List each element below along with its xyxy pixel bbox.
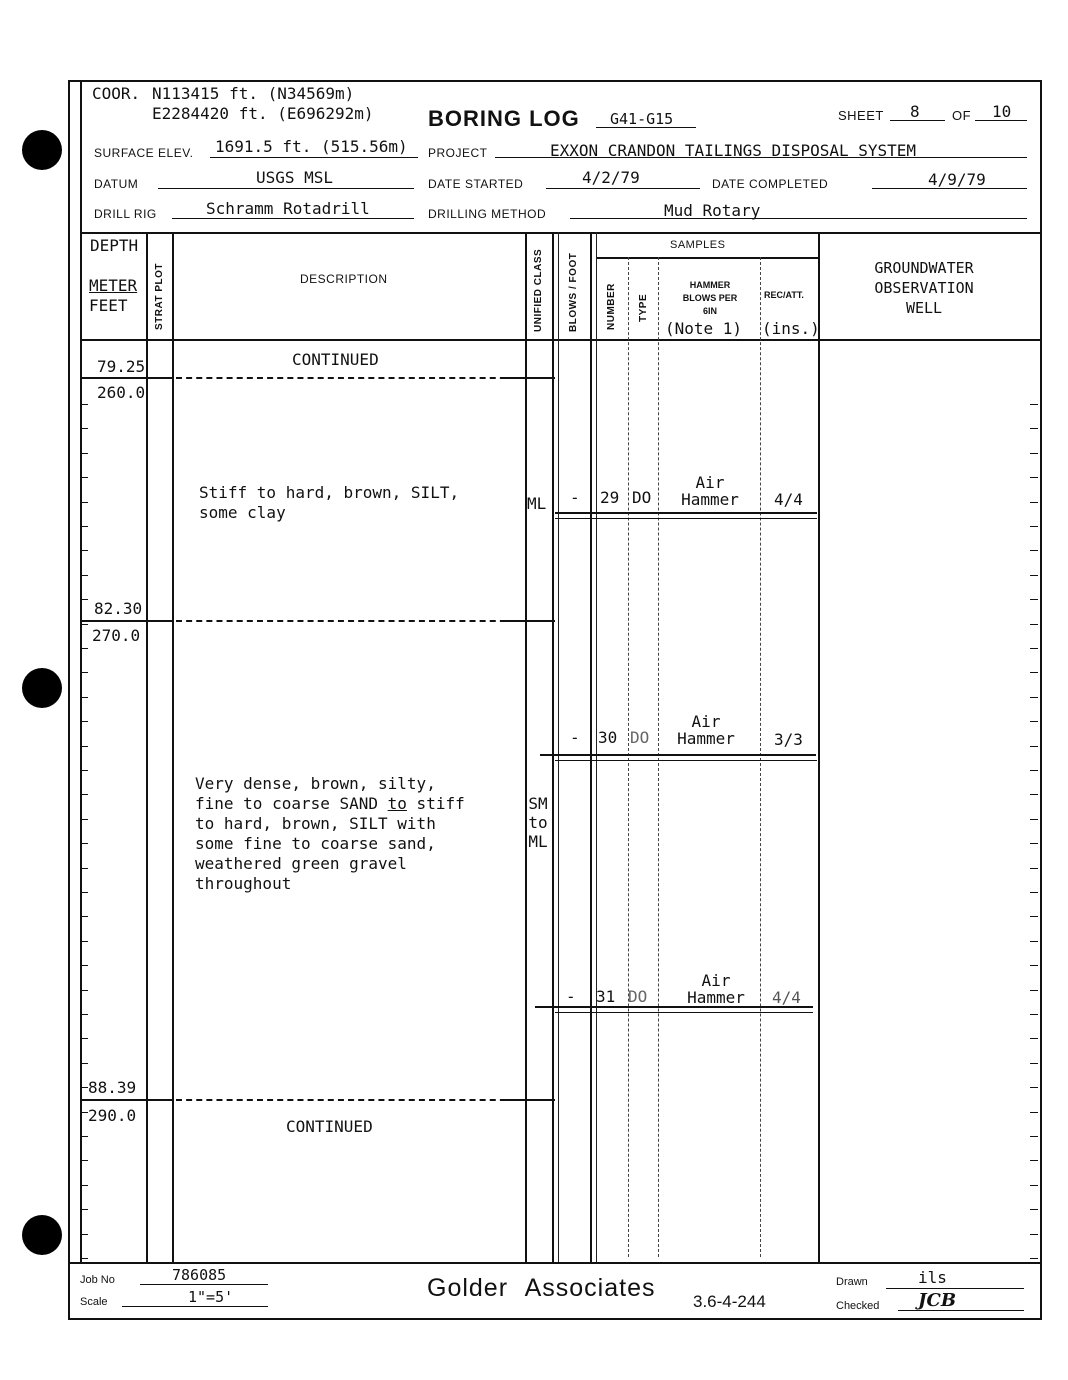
right-scale-tick <box>1030 575 1038 576</box>
right-scale-tick <box>1030 550 1038 551</box>
col-depth: DEPTH <box>90 236 139 255</box>
right-scale-tick <box>1030 1014 1038 1015</box>
boundary-2-class <box>500 620 555 622</box>
scale-label: Scale <box>80 1296 108 1308</box>
right-scale-tick <box>1030 453 1038 454</box>
col-groundwater: GROUNDWATER OBSERVATION WELL <box>874 259 974 317</box>
col-note: (Note 1) <box>665 319 743 338</box>
type-divider <box>658 257 659 1257</box>
sample-2-blows: - <box>570 728 580 747</box>
depth-tick <box>80 1112 88 1113</box>
sample-2-arrow-line <box>540 754 816 756</box>
layer1-class: ML <box>527 494 547 513</box>
continued-bottom: CONTINUED <box>286 1117 373 1136</box>
sample-1-hammer: Air Hammer <box>681 473 739 509</box>
right-scale-tick <box>1030 746 1038 747</box>
sample-2-type: DO <box>630 728 650 747</box>
depth-tick <box>80 502 88 503</box>
sample-1-arrow-line-2 <box>555 518 817 519</box>
depth-tick <box>80 770 88 771</box>
col-blows-foot: BLOWS / FOOT <box>568 252 579 332</box>
binder-hole-middle <box>22 668 62 708</box>
col-ins: (ins.) <box>762 319 820 338</box>
samples-subheader-line <box>596 257 818 259</box>
datum: USGS MSL <box>256 168 334 187</box>
samples-right-divider <box>818 232 820 1262</box>
class-divider <box>552 232 554 1262</box>
checked-underline <box>898 1310 1024 1311</box>
sheet-number-underline <box>890 120 945 121</box>
table-top-border <box>80 232 1042 234</box>
right-scale-tick <box>1030 770 1038 771</box>
date-started-label: DATE STARTED <box>428 177 524 191</box>
depth-tick <box>80 965 88 966</box>
depth-tick <box>80 843 88 844</box>
right-scale-tick <box>1030 526 1038 527</box>
sample-3-number: 31 <box>596 987 616 1006</box>
col-samples: SAMPLES <box>670 239 726 251</box>
right-scale-tick <box>1030 941 1038 942</box>
sample-1-blows: - <box>570 488 580 507</box>
depth-tick <box>80 1087 88 1088</box>
right-scale-tick <box>1030 599 1038 600</box>
right-scale-tick <box>1030 1234 1038 1235</box>
scale: 1"=5' <box>188 1288 234 1306</box>
boundary-3-dashed <box>176 1099 516 1101</box>
depth-tick <box>80 550 88 551</box>
depth-tick <box>80 404 88 405</box>
sample-1-arrow-line <box>555 512 817 514</box>
layer2-desc-part-b: stiff to hard, brown, SILT with some fine to coarse sand, weathered green gravel throughout <box>195 794 465 893</box>
depth-tick <box>80 624 88 625</box>
depth-meter-2: 82.30 <box>94 599 143 618</box>
depth-tick <box>80 892 88 893</box>
table-bottom-border <box>68 1262 1042 1264</box>
left-border <box>80 80 82 1262</box>
right-scale-tick <box>1030 1063 1038 1064</box>
col-type: TYPE <box>638 293 649 322</box>
date-completed-label: DATE COMPLETED <box>712 177 829 191</box>
col-description: DESCRIPTION <box>300 272 388 286</box>
col-number: NUMBER <box>606 283 617 330</box>
boundary-1-class <box>500 377 555 379</box>
project-underline <box>495 157 1027 158</box>
datum-label: DATUM <box>94 177 139 191</box>
col-unified-class: UNIFIED CLASS <box>533 248 544 332</box>
project-label: PROJECT <box>428 146 488 160</box>
sample-3-rec: 4/4 <box>772 988 801 1007</box>
boundary-3-class <box>500 1099 555 1101</box>
date-started: 4/2/79 <box>582 168 640 187</box>
right-scale-tick <box>1030 697 1038 698</box>
right-scale-tick <box>1030 502 1038 503</box>
sheet-total: 10 <box>992 102 1012 121</box>
boring-id-underline <box>596 127 696 128</box>
right-scale-tick <box>1030 624 1038 625</box>
depth-tick <box>80 599 88 600</box>
depth-tick <box>80 575 88 576</box>
depth-tick <box>80 868 88 869</box>
right-scale-tick <box>1030 819 1038 820</box>
right-scale-tick <box>1030 1209 1038 1210</box>
sheet-number: 8 <box>910 102 920 121</box>
depth-tick <box>80 453 88 454</box>
depth-tick <box>80 1063 88 1064</box>
sample-3-arrow-line <box>535 1006 813 1008</box>
sample-3-type: DO <box>628 987 648 1006</box>
right-scale-tick <box>1030 672 1038 673</box>
right-scale-tick <box>1030 1087 1038 1088</box>
depth-tick <box>80 1209 88 1210</box>
right-scale-tick <box>1030 648 1038 649</box>
right-scale-tick <box>1030 868 1038 869</box>
checked-signature: JCB <box>918 1290 957 1311</box>
layer1-description: Stiff to hard, brown, SILT, some clay <box>199 483 460 522</box>
depth-tick <box>80 526 88 527</box>
drill-rig-label: DRILL RIG <box>94 207 157 221</box>
sheet-total-underline <box>975 120 1027 121</box>
desc-divider <box>525 232 527 1262</box>
right-scale-tick <box>1030 1185 1038 1186</box>
depth-tick <box>80 697 88 698</box>
depth-tick <box>80 746 88 747</box>
number-divider <box>628 257 629 1257</box>
depth-tick <box>80 648 88 649</box>
drawn-underline <box>886 1288 1024 1289</box>
layer2-description <box>195 774 515 894</box>
surface-elev-underline <box>210 157 418 158</box>
layer2-desc-to: to <box>387 794 407 813</box>
drawn: ils <box>918 1268 947 1287</box>
hammer-divider <box>760 257 761 1257</box>
layer2-class: SM to ML <box>528 794 548 851</box>
boundary-1-dashed <box>176 377 516 379</box>
boundary-1-meter <box>80 377 172 379</box>
coor-north: N113415 ft. (N34569m) <box>152 84 355 103</box>
sample-1-rec: 4/4 <box>774 490 803 509</box>
depth-meter-1: 79.25 <box>97 357 146 376</box>
of-label: OF <box>952 108 972 123</box>
boundary-2-meter <box>80 620 172 622</box>
page-title: BORING LOG <box>428 106 580 131</box>
drawn-label: Drawn <box>836 1276 868 1288</box>
depth-feet-1: 260.0 <box>97 383 146 402</box>
right-scale-tick <box>1030 1160 1038 1161</box>
depth-meter-3: 88.39 <box>88 1078 137 1097</box>
scale-underline <box>122 1306 268 1307</box>
binder-hole-top <box>22 130 62 170</box>
depth-tick <box>80 428 88 429</box>
depth-tick <box>80 990 88 991</box>
samples-left-divider <box>596 232 597 1262</box>
right-scale-tick <box>1030 721 1038 722</box>
sample-1-number: 29 <box>600 488 620 507</box>
continued-top: CONTINUED <box>292 350 379 369</box>
layer2-desc-part-a: Very dense, brown, silty, fine to coarse SAND <box>195 774 436 813</box>
sample-3-hammer: Air Hammer <box>687 971 745 1007</box>
right-scale-tick <box>1030 794 1038 795</box>
coor-label: COOR. <box>92 84 141 103</box>
strat-divider <box>172 232 174 1262</box>
depth-tick <box>80 477 88 478</box>
surface-elev: 1691.5 ft. (515.56m) <box>215 137 408 156</box>
blows-inner-divider <box>558 232 559 1262</box>
depth-tick <box>80 819 88 820</box>
date-started-underline <box>546 188 700 189</box>
depth-tick <box>80 721 88 722</box>
datum-underline <box>158 188 414 189</box>
boundary-3-meter <box>80 1099 172 1101</box>
col-feet: FEET <box>89 296 128 315</box>
sample-2-hammer: Air Hammer <box>677 712 735 748</box>
drill-rig-underline <box>172 218 414 219</box>
document-id: 3.6-4-244 <box>693 1292 766 1311</box>
sample-1-type: DO <box>632 488 652 507</box>
depth-tick <box>80 941 88 942</box>
date-completed: 4/9/79 <box>928 170 986 189</box>
right-scale-tick <box>1030 477 1038 478</box>
checked-label: Checked <box>836 1300 880 1312</box>
boring-id: G41-G15 <box>610 110 674 128</box>
right-scale-tick <box>1030 892 1038 893</box>
right-scale-tick <box>1030 1112 1038 1113</box>
project: EXXON CRANDON TAILINGS DISPOSAL SYSTEM <box>550 141 917 160</box>
sheet-label: SHEET <box>838 108 884 123</box>
drilling-method: Mud Rotary <box>664 201 761 220</box>
sample-3-blows: - <box>566 987 576 1006</box>
depth-tick <box>80 1160 88 1161</box>
depth-feet-2: 270.0 <box>92 626 141 645</box>
sample-3-arrow-line-2 <box>555 1012 813 1013</box>
right-scale-tick <box>1030 1258 1038 1259</box>
depth-tick <box>80 1038 88 1039</box>
job-no-underline <box>140 1284 268 1285</box>
sample-2-rec: 3/3 <box>774 730 803 749</box>
right-scale-tick <box>1030 404 1038 405</box>
table-header-bottom <box>80 339 1042 341</box>
col-hammer-blows: HAMMER BLOWS PER 6IN <box>682 280 738 316</box>
coor-east: E2284420 ft. (E696292m) <box>152 104 374 123</box>
right-scale-tick <box>1030 843 1038 844</box>
right-scale-tick <box>1030 428 1038 429</box>
drilling-method-underline <box>570 218 1027 219</box>
depth-tick <box>80 916 88 917</box>
depth-tick <box>80 672 88 673</box>
blows-divider <box>590 232 592 1262</box>
sample-2-arrow-line-2 <box>555 760 817 761</box>
depth-tick <box>80 1185 88 1186</box>
depth-tick <box>80 1258 88 1259</box>
binder-hole-bottom <box>22 1215 62 1255</box>
sample-2-number: 30 <box>598 728 618 747</box>
job-no: 786085 <box>172 1266 227 1284</box>
right-scale-tick <box>1030 1136 1038 1137</box>
col-strat-plot: STRAT PLOT <box>154 262 165 330</box>
depth-feet-3: 290.0 <box>88 1106 137 1125</box>
surface-elev-label: SURFACE ELEV. <box>94 146 194 160</box>
depth-tick <box>80 1136 88 1137</box>
boundary-2-dashed <box>176 620 516 622</box>
depth-tick <box>80 1014 88 1015</box>
depth-tick <box>80 1234 88 1235</box>
right-scale-tick <box>1030 990 1038 991</box>
right-scale-tick <box>1030 965 1038 966</box>
drill-rig: Schramm Rotadrill <box>206 199 370 218</box>
depth-divider <box>146 232 148 1262</box>
drilling-method-label: DRILLING METHOD <box>428 207 547 221</box>
col-meter: METER <box>89 276 138 295</box>
date-completed-underline <box>872 188 1027 189</box>
job-no-label: Job No <box>80 1274 115 1286</box>
company-name: Golder Associates <box>427 1274 656 1302</box>
right-scale-tick <box>1030 1038 1038 1039</box>
depth-tick <box>80 794 88 795</box>
col-rec-att: REC/ATT. <box>764 290 804 300</box>
right-scale-tick <box>1030 916 1038 917</box>
